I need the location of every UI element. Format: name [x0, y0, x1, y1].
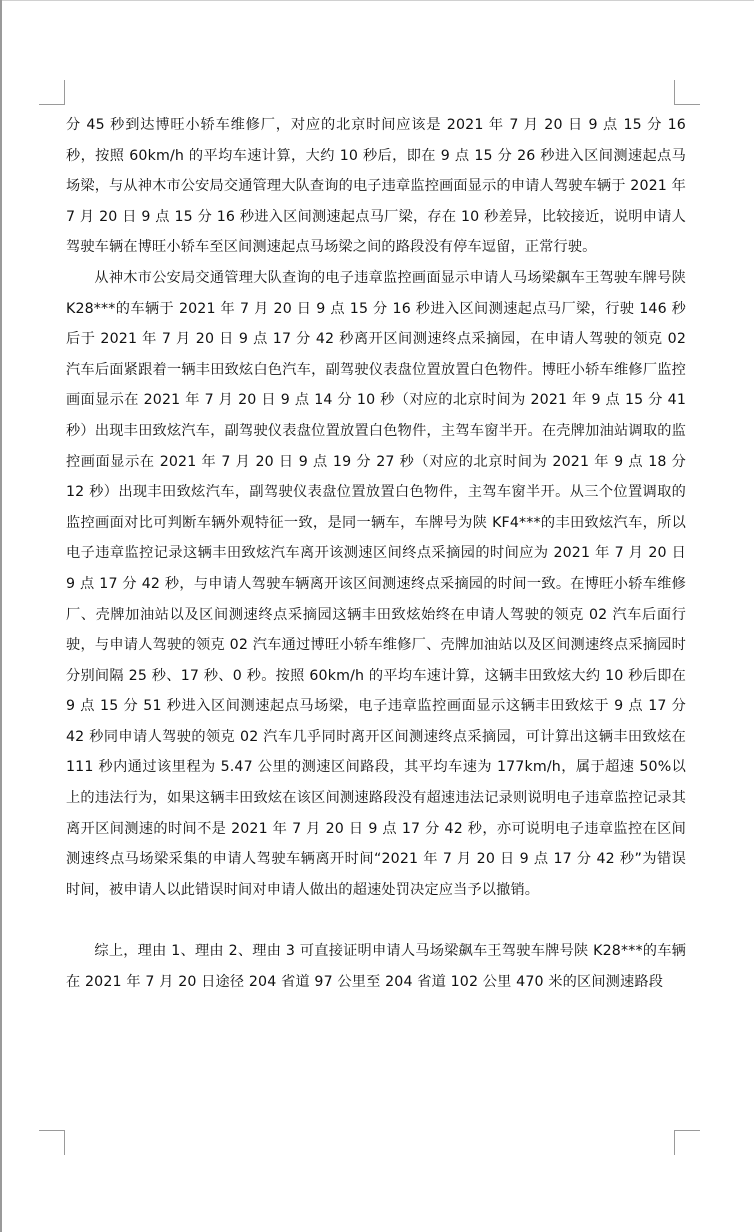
crop-mark-top-left-vertical [64, 80, 65, 105]
crop-mark-bottom-right-vertical [674, 1130, 675, 1155]
document-body[interactable] [66, 110, 686, 997]
paragraph-spacer [66, 905, 686, 936]
crop-mark-bottom-left-vertical [64, 1130, 65, 1155]
paragraph-evidence: 从神木市公安局交通管理大队查询的电子违章监控画面显示申请人马场梁飙车王驾驶车牌号陕 K28***的车辆于 2021 年 7 月 20 日 9 点 15 分 16 秒进入区间测速起点马厂梁，行驶 146 秒后于 2021 年 7 月 20 日 9 点 17 分 42 秒离开区间测速终点采摘园，在申请人驾驶的领克 02 汽车后面紧跟着一辆丰田致炫白色汽车，副驾驶仪表盘位置放置白色物件。博旺小轿车维修厂监控画面显示在 2021 年 7 月 20 日 9 点 14 分 10 秒（对应的北京时间为 2021 年 9 点 15 分 41 秒）出现丰田致炫汽车，副驾驶仪表盘位置放置白色物件，主驾车窗半开。在壳牌加油站调取的监控画面显示在 2021 年 7 月 20 日 9 点 19 分 27 秒（对应的北京时间为 2021 年 9 点 18 分 12 秒）出现丰田致炫汽车，副驾驶仪表盘位置放置白色物件，主驾车窗半开。从三个位置调取的监控画面对比可判断车辆外观特征一致，是同一辆车，车牌号为陕 KF4***的丰田致炫汽车，所以电子违章监控记录这辆丰田致炫汽车离开该测速区间终点采摘园的时间应为 2021 年 7 月 20 日 9 点 17 分 42 秒，与申请人驾驶车辆离开该区间测速终点采摘园的时间一致。在博旺小轿车维修厂、壳牌加油站以及区间测速终点采摘园这辆丰田致炫始终在申请人驾驶的领克 02 汽车后面行驶，与申请人驾驶的领克 02 汽车通过博旺小轿车维修厂、壳牌加油站以及区间测速终点采摘园时分别间隔 25 秒、17 秒、0 秒。按照 60km/h 的平均车速计算，这辆丰田致炫大约 10 秒后即在 9 点 15 分 51 秒进入区间测速起点马场梁，电子违章监控画面显示这辆丰田致炫于 9 点 17 分 42 秒同申请人驾驶的领克 02 汽车几乎同时离开区间测速终点采摘园，可计算出这辆丰田致炫在 111 秒内通过该里程为 5.47 公里的测速区间路段，其平均车速为 177km/h，属于超速 50%以上的违法行为，如果这辆丰田致炫在该区间测速路段没有超速违法记录则说明电子违章监控记录其离开区间测速的时间不是 2021 年 7 月 20 日 9 点 17 分 42 秒，亦可说明电子违章监控在区间测速终点马场梁采集的申请人驾驶车辆离开时间“2021 年 7 月 20 日 9 点 17 分 42 秒”为错误时间，被申请人以此错误时间对申请人做出的超速处罚决定应当予以撤销。 [66, 269, 686, 898]
paragraph-conclusion: 综上，理由 1、理由 2、理由 3 可直接证明申请人马场梁飙车王驾驶车牌号陕 K28***的车辆在 2021 年 7 月 20 日途径 204 省道 97 公里至 204 省道 102 公里 470 米的区间测速路段 [66, 943, 686, 990]
crop-mark-top-right-vertical [674, 80, 675, 105]
crop-mark-bottom-right-horizontal [674, 1130, 700, 1131]
window-top-edge [0, 0, 754, 1]
crop-mark-bottom-left-horizontal [39, 1130, 65, 1131]
crop-mark-top-left-horizontal [39, 104, 65, 105]
window-left-edge [0, 0, 2, 1232]
crop-mark-top-right-horizontal [674, 104, 700, 105]
paragraph-continued: 分 45 秒到达博旺小轿车维修厂，对应的北京时间应该是 2021 年 7 月 20 日 9 点 15 分 16 秒，按照 60km/h 的平均车速计算，大约 10 秒后，即在 9 点 15 分 26 秒进入区间测速起点马场梁，与从神木市公安局交通管理大队查询的电子违章监控画面显示的申请人驾驶车辆于 2021 年 7 月 20 日 9 点 15 分 16 秒进入区间测速起点马厂梁，存在 10 秒差异，比较接近，说明申请人驾驶车辆在博旺小轿车至区间测速起点马场梁之间的路段没有停车逗留，正常行驶。 [66, 117, 686, 256]
